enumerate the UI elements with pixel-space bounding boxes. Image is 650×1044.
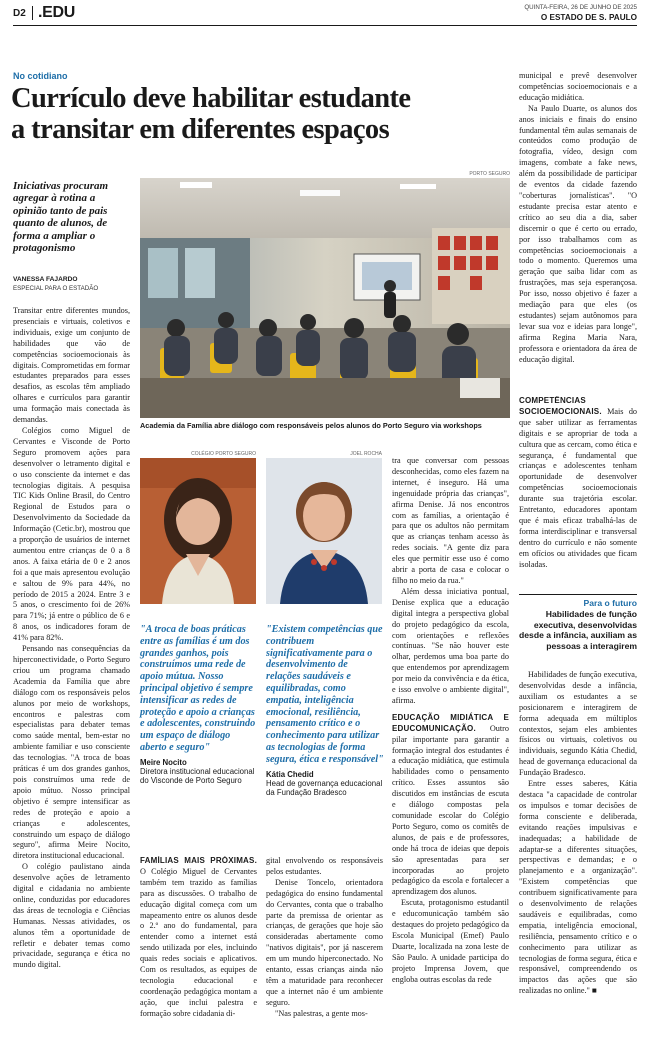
paragraph: municipal e prevê desenvolver competências socioemocionais e a educação midiática.: [519, 71, 637, 102]
paragraph: Transitar entre diferentes mundos, presenciais e virtuais, coletivos e individuais, exige um conjunto de habilidades que vão de competências socioemocionais às digitais. Comprometidas em formar estudantes preparados para esses desafios, as escolas têm ampliado olhares e currículos para garantir uma formação mais conectada às demandas.: [13, 306, 130, 425]
pull-quote-right: [266, 624, 384, 797]
portrait-right-credit: JOEL ROCHA: [350, 451, 382, 457]
pull-quote-left-text: "A troca de boas práticas entre as famílias é um dos grandes ganhos, pois construímos uma rede de apoio mútua. Nosso principal objetivo é sempre intensificar as redes de proteção e apoio a crianças e adolescentes, construindo um espaço de diálogo aberto e seguro": [140, 624, 256, 753]
pull-quote-left-role: Diretora institucional educacional do Visconde de Porto Seguro: [140, 766, 255, 786]
column-5-section: [519, 396, 637, 578]
paragraph: tra que conversar com pessoas desconhecidas, como eles fazem na internet, é inseguro. Há uma ingenuidade própria das crianças", afirma Denise. Já nos encontros com as famílias, a orientação é para que os adultos não permitam que as crianças tenham acesso às redes sociais. "A gente diz para eles que permitir esse uso é como abrir a porta de casa e colocar o filho no meio da rua.": [392, 456, 509, 585]
header-divider: [32, 6, 33, 20]
column-1: [13, 306, 130, 1036]
portrait-right-photo: [266, 458, 382, 604]
sidebar-body: [519, 670, 637, 1036]
paragraph: Mais do que saber utilizar as ferramentas digitais e se apropriar de toda a cultura que as cercam, como ética e segurança, é fundamental que crianças e adolescentes tenham oportunidade de desenvolver competências socioemocionais durante sua trajetória escolar. Entretanto, educadores apontam que é mais eficaz trabalhá-las de forma interdisciplinar e transversal dentro do currículo e não somente em ofícios ou atividades que ficam isoladas.: [519, 406, 637, 569]
sidebar-rule: [519, 594, 637, 595]
paragraph: Denise Toncelo, orientadora pedagógica do ensino fundamental do Cervantes, conta que o trabalho parte da premissa de orientar as crianças, de gerações que hoje são consideradas abertamente como "nativos digitais", por já nascerem em um mundo hiperconectado. No entanto, essas crianças ainda não têm a maturidade para reconhecer que a internet não é um ambiente seguro.: [266, 877, 383, 1007]
portrait-left-photo: [140, 458, 256, 604]
section-name: .EDU: [38, 4, 76, 21]
pull-quote-left: [140, 624, 258, 786]
pull-quote-left-name: Meire Nocito: [140, 757, 187, 767]
headline-line-2: a transitar em diferentes espaços: [11, 114, 390, 145]
photo-caption: Academia da Família abre diálogo com responsáveis pelos alunos do Porto Seguro via workshops: [140, 421, 482, 430]
paragraph: O colégio paulistano ainda desenvolve ações de letramento digital e cidadania no ambiente online, conduzidas por educadores das áreas de tecnologia e Ciências Humanas. Nessas atividades, os alunos têm a oportunidade de refletir e debater temas como privacidade, segurança e ética no mundo digital.: [13, 862, 130, 970]
woman-portrait-icon: [266, 458, 382, 604]
headline: [11, 83, 481, 145]
column-2-bottom: [140, 856, 257, 1036]
paragraph: Habilidades de função executiva, desenvolvidas desde a infância, auxiliam os estudantes a se posicionarem e interagirem de forma adequada em múltiplos contextos, sejam eles ambientes físicos ou virtuais, coletivos ou individuais, segundo Kátia Chedid, head de governança educacional da Fundação Bradesco.: [519, 670, 637, 778]
paragraph: Além dessa iniciativa pontual, Denise explica que a educação digital integra a perspectiva global do projeto pedagógico da escola, com orientações e reflexões contínuas. "Se não houver este olhar, perdemos uma boa parte do que entendemos por aprendizagem por meio da convivência e da ética, e isso envolve o ambiente digital", afirma.: [392, 586, 509, 705]
header-rule: [13, 25, 637, 26]
subhead-familias: FAMÍLIAS MAIS PRÓXIMAS.: [140, 856, 257, 865]
paragraph: "Nas palestras, a gente mos-: [275, 1008, 368, 1018]
pull-quote-right-role: Head de governança educacional da Fundação Bradesco: [266, 778, 383, 797]
paragraph: gital envolvendo os responsáveis pelos estudantes.: [266, 856, 383, 876]
main-photo: [140, 178, 510, 418]
headline-line-1: Currículo deve habilitar estudante: [11, 83, 411, 114]
photo-credit: PORTO SEGURO: [469, 171, 510, 177]
byline-name: VANESSA FAJARDO: [13, 276, 78, 283]
subhead-competencias: COMPETÊNCIAS SOCIOEMOCIONAIS.: [519, 396, 602, 416]
paragraph: Pensando nas consequências da hiperconectividade, o Porto Seguro criou um programa chamado Academia da Família que abre diálogo com os responsáveis pelos alunos por meio de workshops, encontros e palestras com especialistas para debater temas como saúde mental, bem-estar no ambiente familiar e uso consciente das tecnologias. "A troca de boas práticas é um dos grandes ganhos, pois construímos uma rede de apoio mútuo. Nosso principal objetivo é sempre intensificar as redes de proteção e apoio a crianças e adolescentes, construindo um espaço de diálogo seguro", afirma Meire Nocito, diretora institucional educacional.: [13, 644, 130, 861]
sidebar-title: Habilidades de função executiva, desenvolvidas desde a infância, auxiliam as pessoas a interagirem: [519, 609, 637, 651]
subhead-educacao-midiatica: EDUCAÇÃO MIDIÁTICA E EDUCOMUNICAÇÃO.: [392, 712, 509, 733]
column-5-top: [519, 71, 637, 393]
classroom-photo-icon: [140, 178, 510, 418]
sidebar-kicker: Para o futuro: [583, 598, 637, 608]
column-4: [392, 456, 509, 1036]
byline-role: ESPECIAL PARA O ESTADÃO: [13, 285, 99, 292]
newspaper-name: O ESTADO DE S. PAULO: [540, 13, 637, 22]
paragraph: Escuta, protagonismo estudantil e educomunicação também são destaques do projeto pedagógico da Escola Municipal (Emef) Paulo Duarte, localizada na zona leste de São Paulo. A unidade participa do projeto Imprensa Jovem, que engloba outras escolas da rede: [392, 898, 509, 984]
pull-quote-right-name: Kátia Chedid: [266, 769, 314, 779]
column-3-bottom: [266, 856, 383, 1036]
paragraph: Entre esses saberes, Kátia destaca "a capacidade de controlar os impulsos e tomar decisões de forma consciente e deliberada, evitando reações impulsivas e inadequadas; a habilidade de adaptar-se a diferentes situações, perspectivas e demandas; e o planejamento e a organização". "Existem competências que contribuem significativamente para o desenvolvimento de relações saudáveis e equilibradas, como empatia, inteligência emocional, resiliência, pensamento crítico e o conhecimento para utilizar as tecnologias de forma segura, ética e responsável, compreendendo os impactos das ações que são realizadas no online." ■: [519, 779, 637, 996]
deck: Iniciativas procuram agregar à rotina a opinião tanto de pais quanto de alunos, de forma a ampliar o protagonismo: [13, 180, 109, 255]
paragraph: Na Paulo Duarte, os alunos dos anos iniciais e finais do ensino fundamental têm aulas semanais de conteúdos como produção de fotografia, vídeo, design com imagens, combate a fake news, além da possibilidade de participar de eventos da cidade fazendo "coberturas jornalísticas". "O estudante precisa estar atento e crítico ao seu dia a dia, saber discernir o que é certo ou errado, por isso trabalhamos com as competências socioemocionais a todo o momento. Queremos uma geração que saiba lidar com as frustrações, mas seja esperançosa. Por isso, nosso objetivo é fazer a mediação para que eles (os estudantes) sejam autônomos para levar sua voz e ideias para longe", afirma Regina Maria Nara, professora e orientadora da área de educação digital.: [519, 103, 637, 364]
paragraph: Outro pilar importante para garantir a formação integral dos estudantes é a educação midiática, que estimula habilidades como o pensamento crítico. Esses assuntos são discutidos em instâncias de escuta e diálogo compostas pela comunidade escolar do Colégio Porto Seguro, como os comitês de alunos, de pais e de professores, onde há troca de ideias que depois são apresentadas para ser incorporadas ao projeto pedagógico da escola e fortalecer a aprendizagem dos alunos.: [392, 723, 509, 897]
page-number: D2: [13, 8, 26, 19]
kicker: No cotidiano: [13, 71, 68, 81]
woman-portrait-icon: [140, 458, 256, 604]
paragraph: Colégios como Miguel de Cervantes e Visconde de Porto Seguro promovem ações para desenvolver o letramento digital e o uso consciente da internet e das tecnologias digitais. A pesquisa TIC Kids Online Brasil, do Centro Regional de Estudos para o Desenvolvimento da Sociedade da Informação (Cetic.br), mostrou que a proporção de usuários de internet aumentou entre crianças de 0 a 8 anos. A faixa etária de 0 e 2 anos foi a que mais apresentou evolução e saltou de 9% para 44%, no período de 2015 a 2024. Entre 3 e 5 anos, o crescimento foi de 26% para 71%; já entre o público de 6 e 8 anos, os indicadores foram de 41% para 82%.: [13, 425, 130, 643]
paragraph: O Colégio Miguel de Cervantes também tem trazido as famílias para as discussões. O trabalho de educação digital começa com um mapeamento entre os alunos desde o 2.º ano do fundamental, para entender como a internet está sendo utilizada por eles, incluindo quais redes sociais e aplicativos. Com os resultados, as equipes de tecnologia educacional e coordenação pedagógica montam a ação, que inclui palestra e formação sobre cidadania di-: [140, 866, 257, 1018]
portrait-left-credit: COLÉGIO PORTO SEGURO: [191, 451, 256, 457]
pull-quote-right-text: "Existem competências que contribuem significativamente para o desenvolvimento de relações saudáveis e equilibradas, como empatia, inteligência emocional, resiliência, pensamento crítico e o conhecimento para utilizar as tecnologias de forma segura, ética e responsável": [266, 624, 384, 765]
header-date: QUINTA-FEIRA, 26 DE JUNHO DE 2025: [524, 4, 637, 11]
